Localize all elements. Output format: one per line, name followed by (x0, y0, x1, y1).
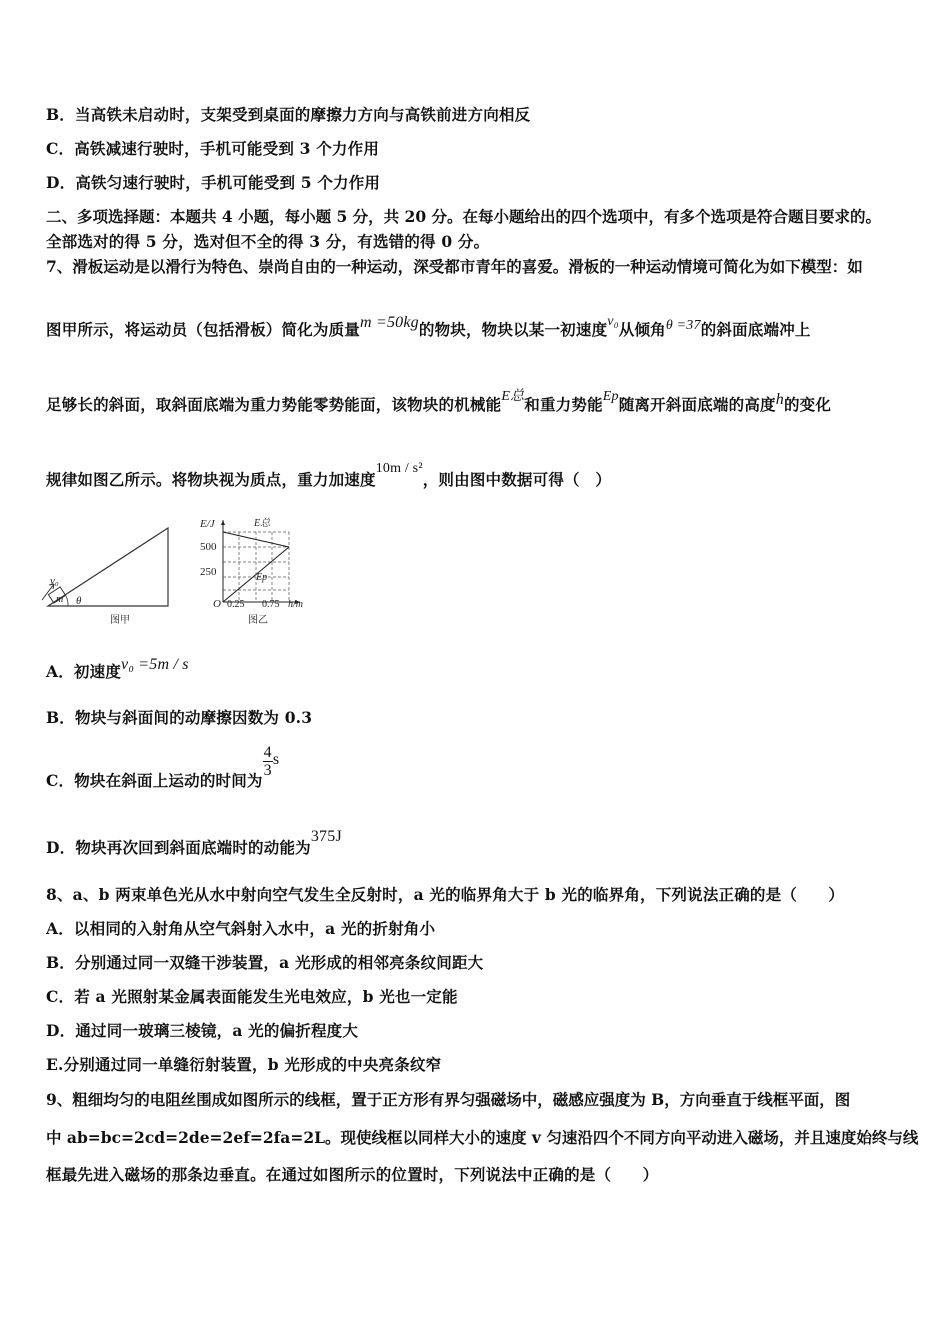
v0-symbol: v₀ (607, 314, 619, 329)
option-d-line (46, 171, 380, 193)
q8-option-e (46, 1053, 441, 1075)
text: B．分别通过同一双缝干涉装置，a 光形成的相邻亮条纹间距大 (46, 953, 484, 972)
text: 的斜面底端冲上 (700, 320, 811, 339)
caption-jia: 图甲 (110, 615, 130, 626)
text: D．通过同一玻璃三棱镜，a 光的偏折程度大 (46, 1021, 359, 1040)
text: A．初速度 (46, 662, 122, 681)
text: 7、滑板运动是以滑行为特色、崇尚自由的一种运动，深受都市青年的喜爱。滑板的一种运动情境可简化为如下模型：如 (46, 257, 863, 276)
q7-option-b (46, 706, 312, 728)
gravity-value: 10m / s² (375, 461, 423, 476)
time-fraction (263, 744, 273, 779)
kinetic-energy-value: 375J (310, 828, 342, 845)
v0-label: v₀ (50, 575, 59, 587)
v0-value: v₀ =5m / s (121, 656, 189, 673)
text: C．若 a 光照射某金属表面能发生光电效应，b 光也一定能 (46, 987, 458, 1006)
q7-stem-1 (46, 255, 863, 277)
section-scoring (46, 230, 489, 252)
text: E.分别通过同一单缝衍射装置，b 光形成的中央亮条纹窄 (46, 1055, 442, 1074)
theta-label: θ (76, 595, 82, 607)
q9-stem-3 (46, 1163, 658, 1185)
y-axis-label: E/J (200, 518, 215, 530)
x-axis-label: h/m (288, 599, 303, 610)
q8-option-d (46, 1019, 358, 1041)
e-total-symbol: E总 (501, 389, 525, 404)
denominator: 3 (263, 762, 272, 779)
text: B．物块与斜面间的动摩擦因数为 0.3 (46, 708, 313, 727)
text: C．物块在斜面上运动的时间为 (46, 770, 263, 790)
text: 和重力势能 (524, 395, 603, 414)
grid (223, 532, 289, 602)
text: 中 ab=bc=2cd=2de=2ef=2fa=2L。现使线框以同样大小的速度 v 匀速沿四个不同方向平动进入磁场，并且速度始终与线 (46, 1128, 919, 1147)
numerator: 4 (263, 744, 272, 761)
text: D．高铁匀速行驶时，手机可能受到 5 个力作用 (46, 173, 381, 192)
unit: s (272, 750, 280, 768)
y-tick: 500 (200, 541, 217, 553)
text: A．以相同的入射角从空气斜射入水中，a 光的折射角小 (46, 919, 436, 938)
text: 规律如图乙所示。将物块视为质点，重力加速度 (46, 470, 376, 489)
text: 框最先进入磁场的那条边垂直。在通过如图所示的位置时，下列说法中正确的是（ ） (46, 1165, 659, 1184)
y-tick: 250 (200, 566, 217, 578)
angle-arc (66, 596, 68, 606)
m-label: m (56, 594, 64, 605)
h-symbol: h (775, 391, 784, 408)
text: 足够长的斜面，取斜面底端为重力势能零势能面，该物块的机械能 (46, 395, 502, 414)
q8-option-b (46, 951, 483, 973)
text: 二、多项选择题：本题共 4 小题，每小题 5 分，共 20 分。在每小题给出的四个选项中，有多个选项是符合题目要求的。 (46, 207, 882, 226)
text: 从倾角 (618, 320, 666, 339)
text: 9、粗细均匀的电阻丝围成如图所示的线框，置于正方形有界匀强磁场中，磁感应强度为 B，方向垂直于线框平面，图 (46, 1090, 851, 1109)
section-heading (46, 205, 881, 227)
caption-yi: 图乙 (248, 615, 268, 626)
x-tick: 0.75 (262, 599, 280, 610)
text: ，则由图中数据可得（ ） (422, 470, 612, 489)
text: 8、a、b 两束单色光从水中射向空气发生全反射时，a 光的临界角大于 b 光的临界角，下列说法正确的是（ ） (46, 885, 845, 904)
figure-jia (42, 528, 168, 626)
q8-option-c (46, 985, 458, 1007)
option-b-line (46, 103, 530, 125)
ep-label: Ep (256, 572, 268, 583)
text: 全部选对的得 5 分，选对但不全的得 3 分，有选错的得 0 分。 (46, 232, 490, 251)
incline-triangle (48, 528, 168, 606)
text: 随离开斜面底端的高度 (618, 395, 776, 414)
q9-stem-2 (46, 1126, 918, 1148)
text: 图甲所示，将运动员（包括滑板）简化为质量 (46, 320, 361, 339)
q7-stem-4 (46, 461, 612, 490)
text: 的变化 (783, 395, 832, 414)
text: B．当高铁未启动时，支架受到桌面的摩擦力方向与高铁前进方向相反 (46, 105, 531, 124)
origin-label: O (213, 598, 221, 610)
e-total-label: E总 (254, 518, 271, 529)
q9-stem-1 (46, 1088, 850, 1110)
q8-option-a (46, 917, 435, 939)
q7-option-d (46, 828, 342, 858)
text: D．物块再次回到斜面底端时的动能为 (46, 838, 311, 857)
ep-symbol: Ep (602, 389, 619, 404)
q8-stem (46, 883, 844, 905)
mass-formula: m =50kg (360, 314, 419, 331)
q7-stem-2 (46, 314, 811, 340)
q7-figure (40, 510, 330, 630)
x-tick: 0.25 (227, 599, 245, 610)
q7-stem-3 (46, 389, 832, 415)
angle-formula: θ =37 (665, 318, 701, 333)
q7-option-c (46, 742, 280, 790)
option-c-line (46, 137, 379, 159)
q7-option-a (46, 656, 189, 682)
text: C．高铁减速行驶时，手机可能受到 3 个力作用 (46, 139, 380, 158)
text: 的物块，物块以某一初速度 (418, 320, 608, 339)
figure-yi (199, 517, 303, 626)
